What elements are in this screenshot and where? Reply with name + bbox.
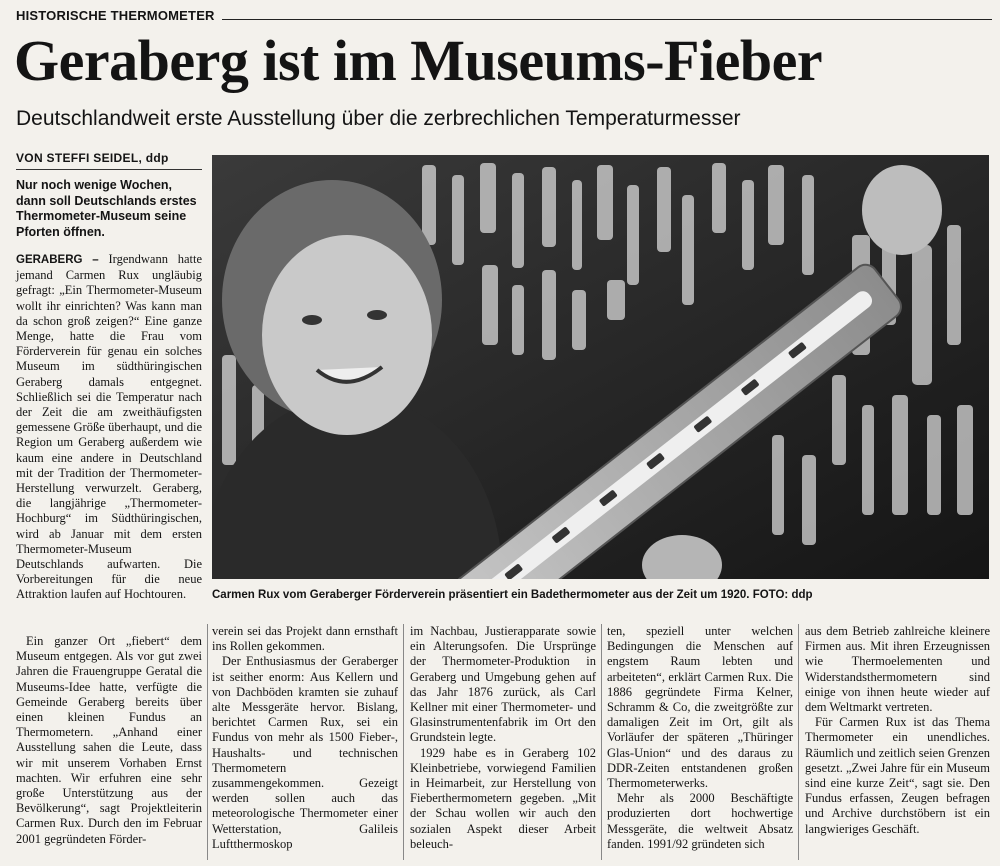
body-paragraph: im Nachbau, Justierapparate sowie ein Alterungsofen. Die Ursprünge der Thermometer-Produktion in Geraberg und Umgebung gehen auf das Jahr 1876 zurück, als Carl Kellner mit einer Thermometer- und Glasinstrumentenfabrik im Ort den Grundstein legte. [410,624,596,745]
body-paragraph: Der Enthusiasmus der Geraberger ist seither enorm: Aus Kellern und von Dachböden kramten sie zuhauf alte Messgeräte hervor. Bislang, berichtet Carmen Rux, sei ein Fundus von mehr als 1500 Fieber-, Haushalts- und technischen Thermometern zusammengekommen. Gezeigt werden sollen auch das meteorologische Thermometer einer Wetterstation, Galileis Luftthermoskop [212,654,398,851]
column-4 [607,624,793,852]
body-paragraph: Für Carmen Rux ist das Thema Thermometer ein unendliches. Räumlich und zeitlich seien Grenzen gesetzt. „Zwei Jahre für ein Museum sind eine kurze Zeit“, sagt sie. Den Fundus erfassen, Zeugen befragen und Archive durchstöbern ist ein langwieriges Geschäft. [805,715,990,836]
column-5 [805,624,990,837]
body-paragraph: ten, speziell unter welchen Bedingungen die Menschen auf engstem Raum lebten und arbeiteten“, erklärt Carmen Rux. Die 1886 gegründete Firma Kelner, Schramm & Co, die zweitgrößte zur damaligen Zeit im Ort, gilt als Vorläufer der späteren „Thüringer Glas-Union“ und des daraus zu DDR-Zeiten entstandenen großen Thermometerwerks. [607,624,793,791]
right-hand [862,165,942,255]
column-rule [403,624,404,860]
column-rule [601,624,602,860]
body-paragraph: aus dem Betrieb zahlreiche kleinere Firmen aus. Mit ihren Erzeugnissen wie Thermoelementen und Widerstandsthermometern sind einige von ihnen heute wieder auf dem Weltmarkt vertreten. [805,624,990,715]
article-photo [212,155,989,579]
section-kicker: HISTORISCHE THERMOMETER [16,8,215,23]
column-1-upper [16,252,202,603]
photo-caption: Carmen Rux vom Geraberger Förderverein präsentiert ein Badethermometer aus der Zeit um 1920. FOTO: ddp [212,589,813,601]
lead-paragraph: Nur noch wenige Wochen, dann soll Deutschlands erstes Thermometer-Museum seine Pforten öffnen. [16,178,197,239]
column-3 [410,624,596,852]
column-2 [212,624,398,852]
body-paragraph: Irgendwann hatte jemand Carmen Rux ungläubig gefragt: „Ein Thermometer-Museum wollt ihr einrichten? Was kann man da schon groß zeigen?“ Eine ganze Menge, hatte die Frau vom Förderverein für genau ein solches Museum im südthüringischen Geraberg damals entgegnet. Schließlich sei die Temperatur nach der Zeit die am zweithäufigsten gemessene Größe überhaupt, und die Region um Geraberg außerdem wie kaum eine andere in Deutschland mit der Tradition der Thermometer-Herstellung verwurzelt. Geraberg, die langjährige „Thermometer-Hochburg“ im Südthüringischen, wird ab Januar mit dem ersten Thermometer-Museum Deutschlands aufwarten. Die Vorbereitungen für die neue Attraktion laufen auf Hochtouren. [16,252,203,602]
byline: VON STEFFI SEIDEL, ddp [16,151,169,165]
subheadline: Deutschlandweit erste Ausstellung über die zerbrechlichen Temperaturmesser [16,107,741,130]
kicker-rule [222,19,992,20]
person-face [262,235,432,435]
body-paragraph: 1929 habe es in Geraberg 102 Kleinbetriebe, vorwiegend Familien in Heimarbeit, zur Herstellung von Fieberthermometern gegeben. „Mit der Schau wollen wir auch den sozialen Aspekt dieser Arbeit beleuch- [410,745,596,851]
column-rule [798,624,799,860]
column-1-lower [16,634,202,847]
headline: Geraberg ist im Museums-Fieber [14,28,823,93]
body-paragraph: Ein ganzer Ort „fiebert“ dem Museum entgegen. Als vor gut zwei Jahren die Frauengruppe Geratal die Museums-Idee hatte, verfügte die Gemeinde Geraberg bereits über einen kleinen Fundus an Thermometern. „Anhand einer Ausstellung sahen die Leute, dass wir mit unserem Vorhaben Ernst machten. Wir erfuhren eine sehr große Unterstützung aus der Bevölkerung“, sagt Projektleiterin Carmen Rux. Durch den im Februar 2001 gegründeten Förder- [16,634,202,846]
dateline: GERABERG – [16,254,99,266]
byline-rule [16,169,202,170]
body-paragraph: Mehr als 2000 Beschäftigte produzierten dort hochwertige Messgeräte, die weltweit Absatz fanden. 1991/92 gründeten sich [607,791,793,851]
photo-illustration [212,155,989,579]
column-rule [207,624,208,860]
body-paragraph: verein sei das Projekt dann ernsthaft ins Rollen gekommen. [212,624,398,654]
